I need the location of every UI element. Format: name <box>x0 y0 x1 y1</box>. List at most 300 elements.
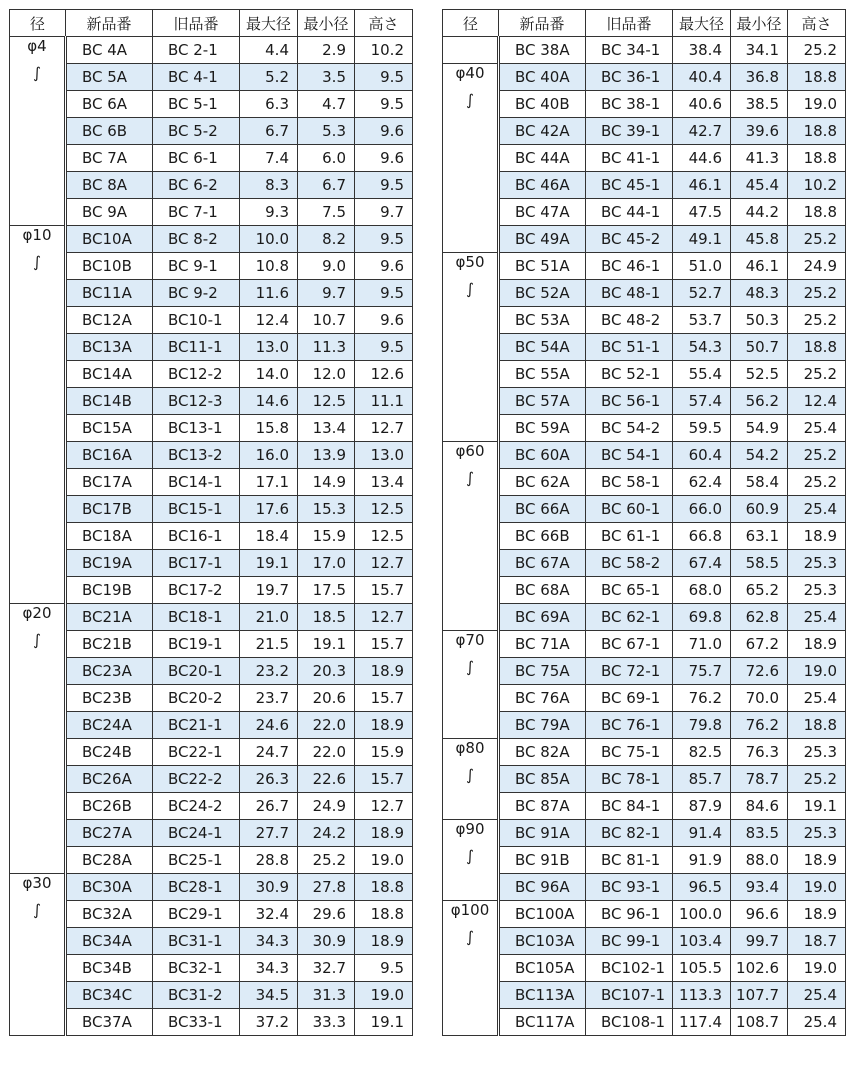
max-diameter: 10.0 <box>240 226 298 253</box>
old-part-no: BC 54-2 <box>586 415 673 442</box>
height: 18.8 <box>788 118 846 145</box>
table-row <box>443 307 846 334</box>
diameter-range-cell <box>10 496 66 523</box>
min-diameter: 52.5 <box>731 361 788 388</box>
table-row <box>10 712 413 739</box>
old-part-no: BC 69-1 <box>586 685 673 712</box>
old-part-no: BC22-2 <box>153 766 240 793</box>
table-row <box>443 658 846 685</box>
diameter-range-cell <box>443 388 499 415</box>
min-diameter: 12.0 <box>298 361 355 388</box>
max-diameter: 68.0 <box>673 577 731 604</box>
max-diameter: 23.2 <box>240 658 298 685</box>
min-diameter: 72.6 <box>731 658 788 685</box>
min-diameter: 13.4 <box>298 415 355 442</box>
diameter-range-cell <box>443 442 499 469</box>
table-row <box>443 982 846 1009</box>
new-part-no: BC 42A <box>499 118 586 145</box>
diameter-range-cell <box>443 253 499 280</box>
diameter-range-cell <box>443 145 499 172</box>
max-diameter: 30.9 <box>240 874 298 901</box>
diameter-range-cell <box>443 91 499 118</box>
diameter-range-cell <box>443 1009 499 1036</box>
max-diameter: 46.1 <box>673 172 731 199</box>
table-row <box>10 334 413 361</box>
table-row <box>443 37 846 64</box>
old-part-no: BC 48-2 <box>586 307 673 334</box>
new-part-no: BC 66A <box>499 496 586 523</box>
height: 12.5 <box>355 523 413 550</box>
height: 18.9 <box>788 901 846 928</box>
min-diameter: 22.0 <box>298 712 355 739</box>
min-diameter: 50.3 <box>731 307 788 334</box>
old-part-no: BC21-1 <box>153 712 240 739</box>
new-part-no: BC15A <box>66 415 153 442</box>
new-part-no: BC 82A <box>499 739 586 766</box>
height: 25.3 <box>788 577 846 604</box>
min-diameter: 29.6 <box>298 901 355 928</box>
height: 9.5 <box>355 280 413 307</box>
old-part-no: BC 72-1 <box>586 658 673 685</box>
new-part-no: BC 40B <box>499 91 586 118</box>
diameter-range-label: φ30 <box>22 874 52 892</box>
max-diameter: 100.0 <box>673 901 731 928</box>
table-row <box>10 820 413 847</box>
min-diameter: 3.5 <box>298 64 355 91</box>
diameter-range-cell <box>10 199 66 226</box>
height: 25.2 <box>788 37 846 64</box>
range-mark: ∫ <box>33 252 41 271</box>
old-part-no: BC 82-1 <box>586 820 673 847</box>
old-part-no: BC28-1 <box>153 874 240 901</box>
diameter-range-label: φ10 <box>22 226 52 244</box>
table-row <box>443 793 846 820</box>
min-diameter: 54.9 <box>731 415 788 442</box>
old-part-no: BC 51-1 <box>586 334 673 361</box>
height: 19.1 <box>355 1009 413 1036</box>
old-part-no: BC33-1 <box>153 1009 240 1036</box>
range-mark: ∫ <box>466 468 474 487</box>
table-row <box>10 901 413 928</box>
old-part-no: BC 9-2 <box>153 280 240 307</box>
new-part-no: BC27A <box>66 820 153 847</box>
old-part-no: BC22-1 <box>153 739 240 766</box>
old-part-no: BC 5-1 <box>153 91 240 118</box>
min-diameter: 4.7 <box>298 91 355 118</box>
table-row <box>443 253 846 280</box>
min-diameter: 9.7 <box>298 280 355 307</box>
max-diameter: 66.0 <box>673 496 731 523</box>
new-part-no: BC10A <box>66 226 153 253</box>
diameter-range-cell <box>10 712 66 739</box>
diameter-range-cell <box>10 307 66 334</box>
header-row <box>10 10 413 37</box>
old-part-no: BC 34-1 <box>586 37 673 64</box>
max-diameter: 91.4 <box>673 820 731 847</box>
max-diameter: 105.5 <box>673 955 731 982</box>
table-row <box>10 91 413 118</box>
max-diameter: 27.7 <box>240 820 298 847</box>
table-row <box>10 523 413 550</box>
new-part-no: BC 75A <box>499 658 586 685</box>
table-row <box>10 685 413 712</box>
table-row <box>443 415 846 442</box>
diameter-range-cell <box>443 496 499 523</box>
diameter-range-cell <box>443 523 499 550</box>
range-mark: ∫ <box>33 630 41 649</box>
table-row <box>10 415 413 442</box>
diameter-range-cell <box>443 64 499 91</box>
min-diameter: 93.4 <box>731 874 788 901</box>
diameter-range-cell <box>443 847 499 874</box>
height: 15.7 <box>355 685 413 712</box>
table-row <box>10 766 413 793</box>
table-row <box>10 793 413 820</box>
col-header-height: 高さ <box>355 10 413 37</box>
table-row <box>10 658 413 685</box>
diameter-range-label: φ50 <box>455 253 485 271</box>
max-diameter: 44.6 <box>673 145 731 172</box>
diameter-range-cell <box>10 442 66 469</box>
new-part-no: BC 71A <box>499 631 586 658</box>
max-diameter: 26.7 <box>240 793 298 820</box>
max-diameter: 117.4 <box>673 1009 731 1036</box>
max-diameter: 7.4 <box>240 145 298 172</box>
col-header-min-diameter: 最小径 <box>298 10 355 37</box>
diameter-range-cell <box>10 64 66 91</box>
height: 25.4 <box>788 1009 846 1036</box>
old-part-no: BC 58-2 <box>586 550 673 577</box>
min-diameter: 13.9 <box>298 442 355 469</box>
new-part-no: BC 53A <box>499 307 586 334</box>
diameter-range-cell <box>10 334 66 361</box>
new-part-no: BC14A <box>66 361 153 388</box>
table-row <box>10 874 413 901</box>
max-diameter: 69.8 <box>673 604 731 631</box>
max-diameter: 38.4 <box>673 37 731 64</box>
height: 9.6 <box>355 145 413 172</box>
height: 25.4 <box>788 415 846 442</box>
min-diameter: 76.3 <box>731 739 788 766</box>
max-diameter: 113.3 <box>673 982 731 1009</box>
diameter-range-cell <box>443 361 499 388</box>
max-diameter: 26.3 <box>240 766 298 793</box>
diameter-range-cell <box>10 523 66 550</box>
old-part-no: BC 81-1 <box>586 847 673 874</box>
max-diameter: 21.5 <box>240 631 298 658</box>
min-diameter: 38.5 <box>731 91 788 118</box>
table-row <box>443 361 846 388</box>
height: 9.7 <box>355 199 413 226</box>
height: 9.6 <box>355 253 413 280</box>
old-part-no: BC31-2 <box>153 982 240 1009</box>
max-diameter: 76.2 <box>673 685 731 712</box>
new-part-no: BC 69A <box>499 604 586 631</box>
old-part-no: BC17-2 <box>153 577 240 604</box>
min-diameter: 50.7 <box>731 334 788 361</box>
new-part-no: BC 59A <box>499 415 586 442</box>
old-part-no: BC 2-1 <box>153 37 240 64</box>
col-header-new-part-no: 新品番 <box>499 10 586 37</box>
max-diameter: 51.0 <box>673 253 731 280</box>
table-row <box>443 64 846 91</box>
height: 25.4 <box>788 496 846 523</box>
new-part-no: BC 96A <box>499 874 586 901</box>
max-diameter: 103.4 <box>673 928 731 955</box>
height: 18.9 <box>355 712 413 739</box>
max-diameter: 34.3 <box>240 955 298 982</box>
diameter-range-cell <box>10 820 66 847</box>
diameter-range-cell <box>443 307 499 334</box>
max-diameter: 16.0 <box>240 442 298 469</box>
max-diameter: 85.7 <box>673 766 731 793</box>
min-diameter: 30.9 <box>298 928 355 955</box>
range-mark: ∫ <box>466 927 474 946</box>
min-diameter: 102.6 <box>731 955 788 982</box>
table-row <box>10 199 413 226</box>
col-header-old-part-no: 旧品番 <box>153 10 240 37</box>
height: 9.5 <box>355 955 413 982</box>
old-part-no: BC25-1 <box>153 847 240 874</box>
height: 9.6 <box>355 307 413 334</box>
old-part-no: BC13-2 <box>153 442 240 469</box>
diameter-range-cell <box>443 739 499 766</box>
max-diameter: 87.9 <box>673 793 731 820</box>
diameter-range-cell <box>443 415 499 442</box>
height: 19.1 <box>788 793 846 820</box>
height: 15.7 <box>355 577 413 604</box>
table-row <box>10 604 413 631</box>
old-part-no: BC 75-1 <box>586 739 673 766</box>
table-row <box>10 307 413 334</box>
diameter-range-cell <box>443 37 499 64</box>
old-part-no: BC 39-1 <box>586 118 673 145</box>
height: 19.0 <box>788 658 846 685</box>
old-part-no: BC 46-1 <box>586 253 673 280</box>
min-diameter: 46.1 <box>731 253 788 280</box>
table-row <box>443 955 846 982</box>
min-diameter: 19.1 <box>298 631 355 658</box>
old-part-no: BC 44-1 <box>586 199 673 226</box>
old-part-no: BC 41-1 <box>586 145 673 172</box>
max-diameter: 62.4 <box>673 469 731 496</box>
min-diameter: 17.5 <box>298 577 355 604</box>
max-diameter: 37.2 <box>240 1009 298 1036</box>
diameter-range-cell <box>10 604 66 631</box>
min-diameter: 48.3 <box>731 280 788 307</box>
table-row <box>10 577 413 604</box>
new-part-no: BC 76A <box>499 685 586 712</box>
height: 10.2 <box>788 172 846 199</box>
min-diameter: 58.5 <box>731 550 788 577</box>
new-part-no: BC34C <box>66 982 153 1009</box>
old-part-no: BC 45-2 <box>586 226 673 253</box>
height: 12.5 <box>355 496 413 523</box>
diameter-range-label: φ100 <box>450 901 490 919</box>
spec-table-right <box>442 9 846 1036</box>
table-row <box>443 91 846 118</box>
new-part-no: BC 8A <box>66 172 153 199</box>
table-row <box>10 739 413 766</box>
new-part-no: BC 6B <box>66 118 153 145</box>
new-part-no: BC19B <box>66 577 153 604</box>
table-row <box>443 334 846 361</box>
col-header-height: 高さ <box>788 10 846 37</box>
diameter-range-cell <box>10 631 66 658</box>
old-part-no: BC20-2 <box>153 685 240 712</box>
old-part-no: BC 5-2 <box>153 118 240 145</box>
old-part-no: BC 45-1 <box>586 172 673 199</box>
height: 12.7 <box>355 604 413 631</box>
header-row <box>443 10 846 37</box>
height: 25.2 <box>788 766 846 793</box>
old-part-no: BC 60-1 <box>586 496 673 523</box>
min-diameter: 44.2 <box>731 199 788 226</box>
old-part-no: BC 48-1 <box>586 280 673 307</box>
min-diameter: 22.6 <box>298 766 355 793</box>
diameter-range-cell <box>10 37 66 64</box>
col-header-diameter: 径 <box>443 10 499 37</box>
min-diameter: 36.8 <box>731 64 788 91</box>
max-diameter: 17.6 <box>240 496 298 523</box>
diameter-range-cell <box>443 982 499 1009</box>
old-part-no: BC 65-1 <box>586 577 673 604</box>
table-row <box>443 226 846 253</box>
diameter-range-cell <box>10 847 66 874</box>
height: 18.8 <box>355 874 413 901</box>
max-diameter: 55.4 <box>673 361 731 388</box>
height: 10.2 <box>355 37 413 64</box>
min-diameter: 108.7 <box>731 1009 788 1036</box>
new-part-no: BC16A <box>66 442 153 469</box>
new-part-no: BC 60A <box>499 442 586 469</box>
range-mark: ∫ <box>33 63 41 82</box>
new-part-no: BC28A <box>66 847 153 874</box>
height: 13.0 <box>355 442 413 469</box>
table-row <box>443 685 846 712</box>
diameter-range-cell <box>10 550 66 577</box>
max-diameter: 21.0 <box>240 604 298 631</box>
new-part-no: BC 54A <box>499 334 586 361</box>
height: 18.9 <box>355 820 413 847</box>
table-row <box>443 442 846 469</box>
max-diameter: 71.0 <box>673 631 731 658</box>
diameter-range-label: φ70 <box>455 631 485 649</box>
diameter-range-cell <box>10 685 66 712</box>
old-part-no: BC 9-1 <box>153 253 240 280</box>
height: 19.0 <box>788 91 846 118</box>
max-diameter: 4.4 <box>240 37 298 64</box>
diameter-range-cell <box>10 901 66 928</box>
height: 9.5 <box>355 91 413 118</box>
min-diameter: 10.7 <box>298 307 355 334</box>
min-diameter: 17.0 <box>298 550 355 577</box>
diameter-range-cell <box>10 982 66 1009</box>
height: 25.4 <box>788 982 846 1009</box>
old-part-no: BC 67-1 <box>586 631 673 658</box>
min-diameter: 76.2 <box>731 712 788 739</box>
min-diameter: 84.6 <box>731 793 788 820</box>
table-row <box>443 550 846 577</box>
height: 24.9 <box>788 253 846 280</box>
diameter-range-cell <box>443 820 499 847</box>
diameter-range-cell <box>10 253 66 280</box>
max-diameter: 79.8 <box>673 712 731 739</box>
old-part-no: BC 38-1 <box>586 91 673 118</box>
table-row <box>443 604 846 631</box>
max-diameter: 15.8 <box>240 415 298 442</box>
height: 25.2 <box>788 280 846 307</box>
old-part-no: BC102-1 <box>586 955 673 982</box>
min-diameter: 54.2 <box>731 442 788 469</box>
max-diameter: 6.7 <box>240 118 298 145</box>
diameter-range-cell <box>10 91 66 118</box>
new-part-no: BC21A <box>66 604 153 631</box>
table-row <box>10 496 413 523</box>
new-part-no: BC117A <box>499 1009 586 1036</box>
diameter-range-cell <box>443 793 499 820</box>
min-diameter: 83.5 <box>731 820 788 847</box>
new-part-no: BC 91A <box>499 820 586 847</box>
new-part-no: BC 91B <box>499 847 586 874</box>
new-part-no: BC 62A <box>499 469 586 496</box>
table-row <box>443 766 846 793</box>
old-part-no: BC 56-1 <box>586 388 673 415</box>
height: 25.2 <box>788 469 846 496</box>
old-part-no: BC 36-1 <box>586 64 673 91</box>
old-part-no: BC16-1 <box>153 523 240 550</box>
height: 18.9 <box>788 523 846 550</box>
new-part-no: BC 55A <box>499 361 586 388</box>
spec-table-left <box>9 9 413 1036</box>
col-header-new-part-no: 新品番 <box>66 10 153 37</box>
col-header-max-diameter: 最大径 <box>673 10 731 37</box>
old-part-no: BC 62-1 <box>586 604 673 631</box>
height: 25.3 <box>788 820 846 847</box>
min-diameter: 32.7 <box>298 955 355 982</box>
max-diameter: 10.8 <box>240 253 298 280</box>
diameter-range-cell <box>10 739 66 766</box>
diameter-range-cell <box>10 955 66 982</box>
max-diameter: 96.5 <box>673 874 731 901</box>
table-row <box>10 442 413 469</box>
diameter-range-cell <box>10 172 66 199</box>
new-part-no: BC 7A <box>66 145 153 172</box>
table-row <box>443 145 846 172</box>
min-diameter: 65.2 <box>731 577 788 604</box>
diameter-range-cell <box>443 658 499 685</box>
max-diameter: 54.3 <box>673 334 731 361</box>
diameter-range-cell <box>10 361 66 388</box>
table-row <box>443 631 846 658</box>
height: 9.5 <box>355 64 413 91</box>
diameter-range-label: φ40 <box>455 64 485 82</box>
height: 18.9 <box>355 658 413 685</box>
height: 18.8 <box>788 64 846 91</box>
table-row <box>443 172 846 199</box>
new-part-no: BC34B <box>66 955 153 982</box>
old-part-no: BC 93-1 <box>586 874 673 901</box>
old-part-no: BC 8-2 <box>153 226 240 253</box>
min-diameter: 62.8 <box>731 604 788 631</box>
height: 25.2 <box>788 226 846 253</box>
min-diameter: 25.2 <box>298 847 355 874</box>
height: 9.5 <box>355 226 413 253</box>
max-diameter: 24.7 <box>240 739 298 766</box>
table-row <box>10 361 413 388</box>
height: 12.7 <box>355 415 413 442</box>
new-part-no: BC103A <box>499 928 586 955</box>
